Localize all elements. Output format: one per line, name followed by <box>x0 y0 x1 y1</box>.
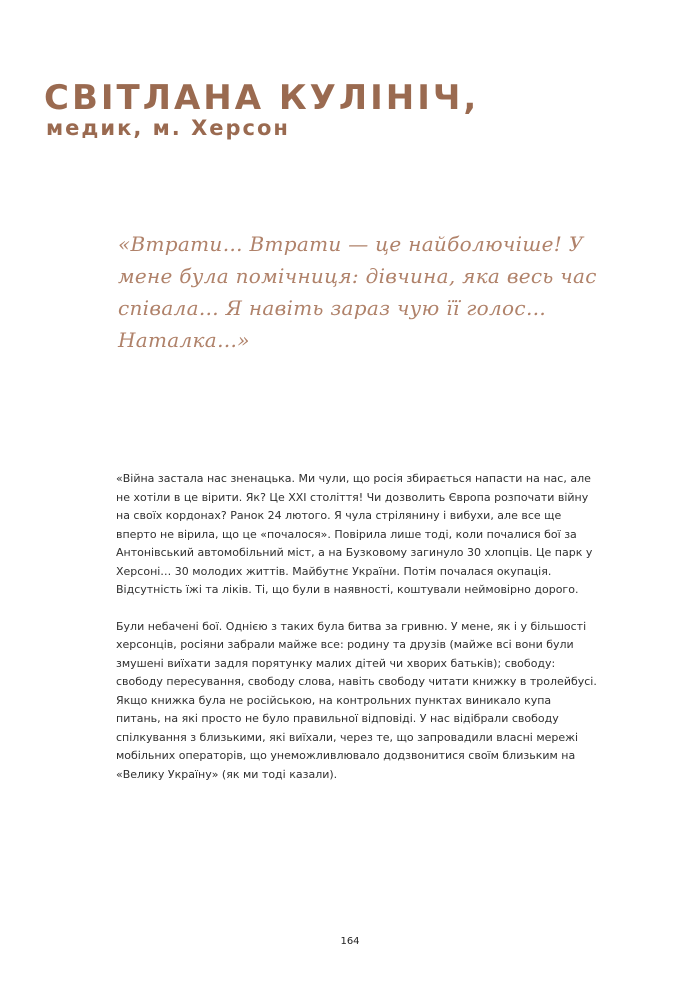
author-name: СВІТЛАНА КУЛІНІЧ, <box>44 78 480 118</box>
body-paragraph-1: «Війна застала нас зненацька. Ми чули, що росія збирається напасти на нас, але не хотіли в це вірити. Як? Це XXI століття! Чи дозволить Європа розпочати війну на своїх кордонах? Ранок 24 лютого. Я чула стрілянину і вибухи, але все ще вперто не вірила, що це «почалося». Повірила лише тоді, коли почалися бої за Антонівський автомобільний міст, а на Бузковому загинуло 30 хлопців. Це парк у Херсоні… 30 молодих життів. Майбутнє України. Потім почалася окупація. Відсутність їжі та ліків. Ті, що були в наявності, коштували неймовірно дорого. <box>116 472 593 596</box>
body-paragraph-2: Були небачені бої. Однією з таких була битва за гривню. У мене, як і у більшості херсонців, росіяни забрали майже все: родину та друзів (майже всі вони були змушені виїхати задля порятунку малих дітей чи хворих батьків); свободу: свободу пересування, свободу слова, навіть свободу читати книжку в тролейбусі. Якщо книжка була не російською, на контрольних пунктах виникало купа питань, на які просто не було правильної відповіді. У нас відібрали свободу спілкування з близькими, які виїхали, через те, що запровадили власні мережі мобільних операторів, що унеможливлювало додзвонитися своїм близьким на «Велику Україну» (як ми тоді казали). <box>116 619 597 781</box>
author-role: медик, м. Херсон <box>46 116 290 140</box>
page-number: 164 <box>340 936 360 947</box>
pull-quote: «Втрати… Втрати — це найболючіше! У мене була помічниця: дівчина, яка весь час співала… Я навіть зараз чую її голос… Наталка…» <box>118 232 597 352</box>
body-text <box>116 470 598 802</box>
